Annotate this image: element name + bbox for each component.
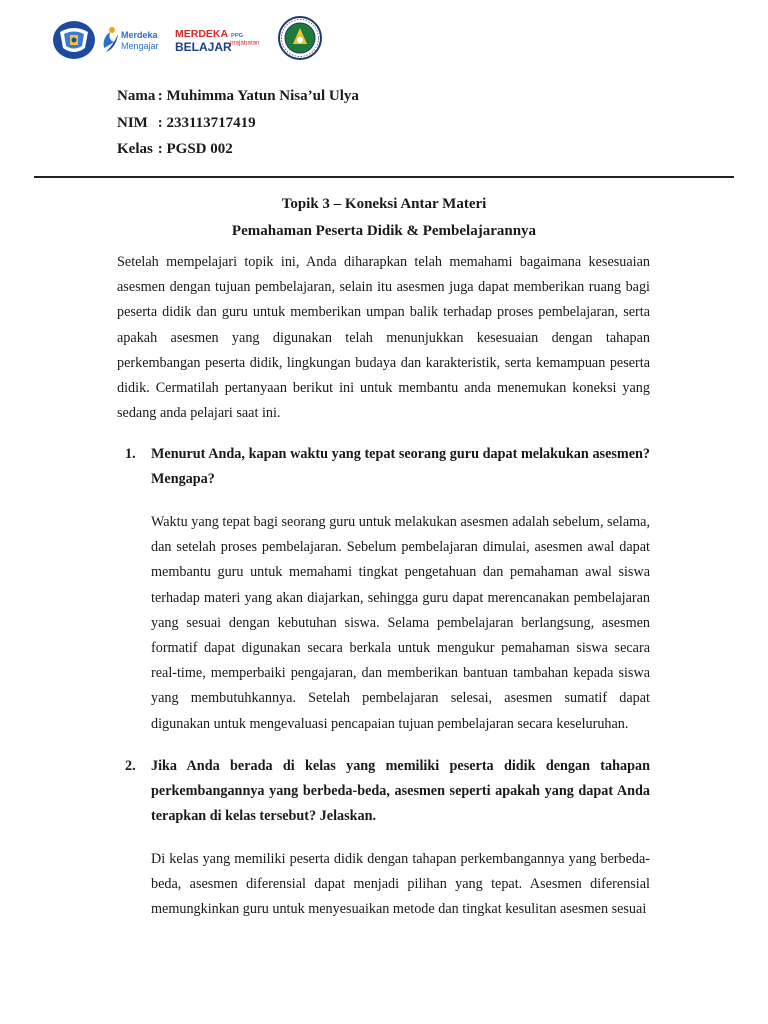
merdeka-belajar-logo: [174, 24, 232, 56]
question-2-number: 2.: [125, 758, 136, 774]
merdeka-caps-text: MERDEKA: [175, 28, 229, 40]
mengajar-text: Mengajar: [121, 41, 159, 51]
kelas-row: [117, 139, 359, 166]
horizontal-divider: [34, 176, 734, 178]
question-1: [125, 442, 650, 492]
belajar-caps-text: BELAJAR: [175, 40, 232, 54]
nim-value: : 233113717419: [157, 114, 256, 131]
question-1-number: 1.: [125, 446, 136, 462]
nama-row: [117, 86, 359, 113]
question-2-text: Jika Anda berada di kelas yang memiliki peserta didik dengan tahapan perkembangannya yang berbeda-beda, asesmen seperti apakah yang dapat Anda terapkan di kelas tersebut? Jelaskan.: [151, 758, 650, 825]
university-seal-logo: [278, 16, 322, 60]
nim-row: [117, 113, 359, 140]
kelas-label: Kelas: [117, 141, 153, 157]
ppg-prajabatan-logo: [230, 22, 278, 56]
answer-1-paragraph: Waktu yang tepat bagi seorang guru untuk melakukan asesmen adalah sebelum, selama, dan setelah proses pembelajaran. Sebelum pembelajaran dimulai, asesmen awal dapat membantu guru untuk memahami tingkat pengetahuan dan pemahaman awal siswa terhadap materi yang akan diajarkan, sehingga guru dapat merencanakan pembelajaran yang sesuai dengan kebutuhan siswa. Selama pembelajaran berlangsung, asesmen formatif dapat digunakan secara berkala untuk mengukur pemahaman siswa secara real-time, memperbaiki pengajaran, dan memberikan bantuan tambahan kepada siswa yang membutuhkannya. Setelah pembelajaran selesai, asesmen sumatif dapat digunakan untuk mengevaluasi pencapaian tujuan pembelajaran secara keseluruhan.: [151, 514, 650, 732]
nama-value: : Muhimma Yatun Nisa’ul Ulya: [157, 88, 359, 104]
question-1-text: Menurut Anda, kapan waktu yang tepat seorang guru dapat melakukan asesmen? Mengapa?: [151, 446, 650, 488]
header-logos: [52, 16, 332, 64]
ppg-text: PPG: [231, 32, 244, 39]
identity-block: [117, 86, 359, 166]
nim-label: NIM: [117, 114, 148, 131]
document-title: Topik 3 – Koneksi Antar Materi: [281, 196, 487, 212]
intro-paragraph: Setelah mempelajari topik ini, Anda diharapkan telah memahami bagaimana kesesuaian asesmen dengan tujuan pembelajaran, selain itu asesmen juga dapat memberikan ruang bagi peserta didik dan guru untuk memberikan umpan balik terhadap proses pembelajaran, serta apakah asesmen yang digunakan telah menunjukkan kesesuaian dengan tahapan perkembangan peserta didik, lingkungan budaya dan karakteristik, serta kemampuan peserta didik. Cermatilah pertanyaan berikut ini untuk membantu anda menemukan koneksi yang sedang anda pelajari saat ini.: [117, 254, 650, 422]
merdeka-text: Merdeka: [121, 30, 158, 40]
merdeka-mengajar-logo: [100, 24, 170, 56]
kelas-value: : PGSD 002: [157, 141, 233, 157]
prajabatan-text: prajabatan: [230, 39, 260, 47]
question-2: [125, 754, 650, 830]
kemdikbud-logo: [52, 20, 96, 60]
nama-label: Nama: [117, 88, 156, 104]
document-subtitle: Pemahaman Peserta Didik & Pembelajarannya: [231, 223, 537, 239]
answer-2-paragraph: Di kelas yang memiliki peserta didik dengan tahapan perkembangannya yang berbeda-beda, asesmen diferensial dapat menjadi pilihan yang tepat. Asesmen diferensial memungkinkan guru untuk menyesuaikan metode dan tingkat kesulitan asesmen sesuai: [151, 851, 650, 918]
